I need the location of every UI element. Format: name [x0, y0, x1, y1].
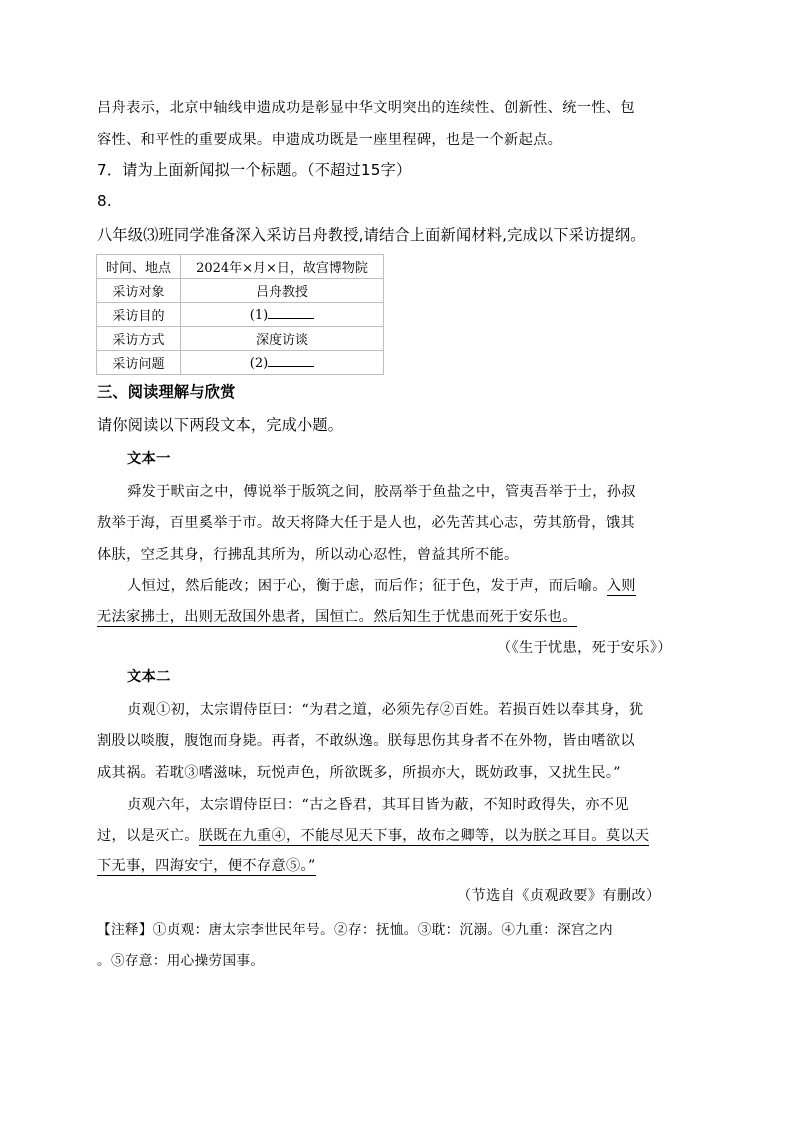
underlined-sentence-1: 入则	[606, 578, 636, 594]
question-8-number: 8.	[97, 192, 112, 210]
table-row	[97, 351, 384, 375]
table-key: 采访问题	[97, 351, 181, 375]
text-2-source: （节选自《贞观政要》有删改）	[457, 888, 661, 904]
text-1-p1-line-1: 舜发于畎亩之中，傅说举于版筑之间，胶鬲举于鱼盐之中，管夷吾举于士，孙叔	[127, 484, 636, 500]
table-value	[181, 255, 384, 279]
section-3-instruction: 请你阅读以下两段文本，完成小题。	[97, 416, 344, 434]
table-value	[181, 351, 384, 375]
interview-outline-table	[96, 254, 384, 375]
table-value-text: 吕舟教授	[255, 285, 308, 300]
text-2-p2-line-2	[97, 825, 649, 845]
table-row	[97, 303, 384, 327]
table-value-text: 深度访谈	[255, 333, 308, 348]
question-8-prompt: 八年级⑶班同学准备深入采访吕舟教授,请结合上面新闻材料,完成以下采访提纲。	[97, 226, 646, 244]
table-key: 采访对象	[97, 279, 181, 303]
table-key: 采访目的	[97, 303, 181, 327]
table-key: 时间、地点	[97, 255, 181, 279]
table-value	[181, 303, 384, 327]
underlined-sentence-2-cont: 下无事，四海安宁，便不存意⑤。”	[97, 858, 316, 874]
text-2-p1-line-1: 贞观①初，太宗谓侍臣曰：“为君之道，必须先存②百姓。若损百姓以奉其身，犹	[127, 702, 644, 718]
table-row	[97, 327, 384, 351]
text-2-p2-line-1: 贞观六年，太宗谓侍臣曰：“古之昏君，其耳目皆为蔽，不知时政得失，亦不见	[127, 797, 629, 813]
notes-line-2: 。⑤存意：用心操劳国事。	[97, 953, 265, 969]
text-1-p2-plain: 人恒过，然后能改；困于心，衡于虑，而后作；征于色，发于声，而后喻。	[127, 578, 607, 594]
table-value	[181, 327, 384, 351]
text-1-p2-line-1	[127, 575, 636, 595]
news-line-2: 容性、和平性的重要成果。申遗成功既是一座里程碑，也是一个新起点。	[97, 132, 563, 148]
answer-blank-1[interactable]	[268, 306, 314, 319]
text-2-p1-line-3: 成其祸。若耽③嗜滋味，玩悦声色，所欲既多，所损亦大，既妨政事，又扰生民。”	[97, 765, 621, 781]
text-1-source: （《生于忧患，死于安乐》）	[497, 640, 672, 656]
answer-blank-2[interactable]	[268, 354, 314, 367]
text-2-p2-line-3	[97, 855, 316, 875]
text-2-title: 文本二	[127, 669, 171, 685]
table-value	[181, 279, 384, 303]
text-2-p1-line-2: 割股以啖腹，腹饱而身毙。再者，不敢纵逸。朕每思伤其身者不在外物，皆由嗜欲以	[97, 733, 635, 749]
text-1-title: 文本一	[127, 451, 171, 467]
question-7: 7．请为上面新闻拟一个标题。（不超过15字）	[97, 161, 412, 179]
table-row	[97, 279, 384, 303]
news-line-1: 吕舟表示，北京中轴线申遗成功是彰显中华文明突出的连续性、创新性、统一性、包	[97, 100, 635, 116]
text-1-p1-line-3: 体肤，空乏其身，行拂乱其所为，所以动心忍性，曾益其所不能。	[97, 547, 519, 563]
underlined-sentence-1-cont: 无法家拂士，出则无敌国外患者，国恒亡。然后知生于忧患而死于安乐也。	[97, 609, 577, 625]
answer-label-1: (1)	[249, 308, 269, 323]
answer-label-2: (2)	[249, 356, 269, 371]
table-value-text: 2024年×月×日，故宫博物院	[196, 261, 368, 276]
section-3-heading: 三、阅读理解与欣赏	[97, 383, 236, 401]
text-1-p2-line-2	[97, 606, 577, 626]
table-key: 采访方式	[97, 327, 181, 351]
text-1-p1-line-2: 敖举于海，百里奚举于市。故天将降大任于是人也，必先苦其心志，劳其筋骨，饿其	[97, 515, 635, 531]
table-row	[97, 255, 384, 279]
notes-line-1: 【注释】①贞观：唐太宗李世民年号。②存：抚恤。③耽：沉溺。④九重：深宫之内	[97, 922, 613, 938]
text-2-p2-plain: 过，以是灭亡。	[97, 828, 199, 844]
underlined-sentence-2: 朕既在九重④，不能尽见天下事，故布之卿等，以为朕之耳目。莫以天	[198, 828, 650, 844]
